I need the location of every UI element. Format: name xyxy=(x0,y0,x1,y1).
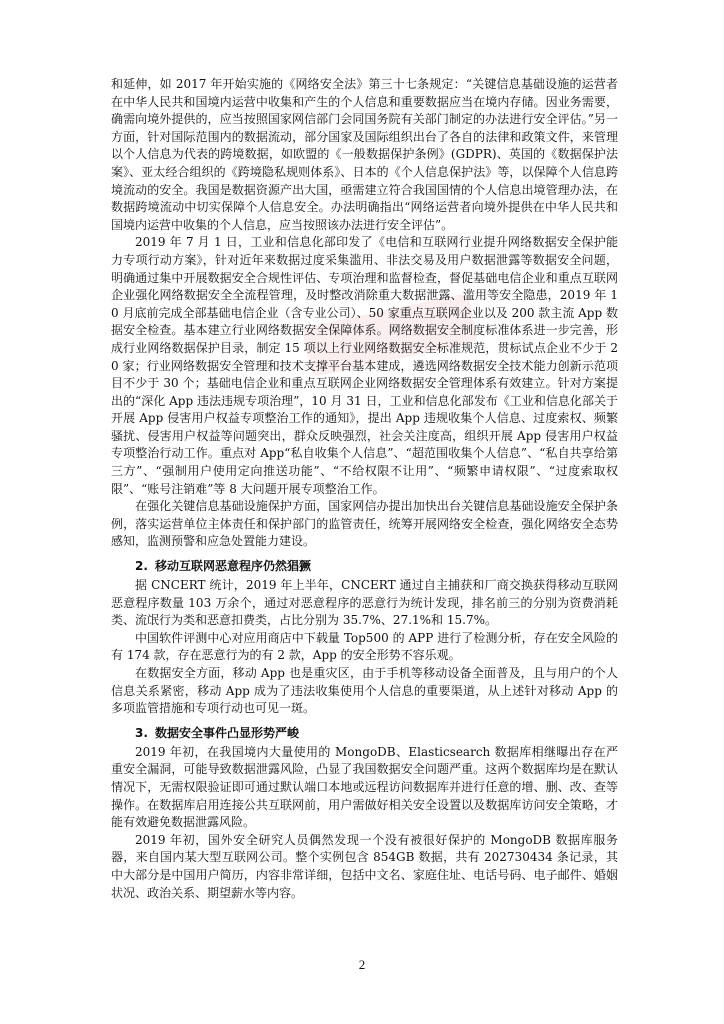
paragraph-critical-infrastructure: 在强化关键信息基础设施保护方面，国家网信办提出加快出台关键信息基础设施安全保护条例，落实运营单位主体责任和保护部门的监管责任，统筹开展网络安全检查，强化网络安全态势感知，监测预警和应急处置能力建设。 xyxy=(111,499,618,549)
section-title: 数据安全事件凸显形势严峻 xyxy=(155,725,300,740)
document-body xyxy=(111,76,618,902)
page-number: 2 xyxy=(358,957,366,972)
paragraph-database-vulnerabilities: 2019 年初，在我国境内大量使用的 MongoDB、Elasticsearch 数据库相继曝出存在严重安全漏洞，可能导致数据泄露风险，凸显了我国数据安全问题严重。这两个数据库均是在默认情况下，无需权限验证即可通过默认端口本地或远程访问数据库并进行任意的增、删、改、查等操作。在数据库启用连接公共互联网前，用户需做好相关安全设置以及数据库访问安全策略，才能有效避免数据泄露风险。 xyxy=(111,744,618,830)
section-number: 2. xyxy=(135,559,148,574)
section-heading-data-incidents xyxy=(111,724,618,742)
paragraph-cncert-stats: 据 CNCERT 统计，2019 年上半年，CNCERT 通过自主捕获和厂商交换获得移动互联网恶意程序数量 103 万余个，通过对恶意程序的恶意行为统计发现，排名前三的分别为资费消耗类、流氓行为类和恶意扣费类，占比分别为 35.7%、27.1%和 15.7%。 xyxy=(111,578,618,628)
section-number: 3. xyxy=(135,725,148,740)
section-title: 移动互联网恶意程序仍然猖獗 xyxy=(155,559,312,574)
paragraph-app-testing: 中国软件评测中心对应用商店中下载量 Top500 的 APP 进行了检测分析，存在安全风险的有 174 款，存在恶意行为的有 2 款，App 的安全形势不容乐观。 xyxy=(111,630,618,663)
paragraph-gdpr-context: 和延伸，如 2017 年开始实施的《网络安全法》第三十七条规定：“关键信息基础设施的运营者在中华人民共和国境内运营中收集和产生的个人信息和重要数据应当在境内存储。因业务需要，确需向境外提供的，应当按照国家网信部门会同国务院有关部门制定的办法进行安全评估。”另一方面，针对国际范围内的数据流动，部分国家及国际组织出台了各自的法律和政策文件，来管理以个人信息为代表的跨境数据，如欧盟的《一般数据保护条例》(GDPR)、英国的《数据保护法案》、亚太经合组织的《跨境隐私规则体系》、日本的《个人信息保护法》等，以保障个人信息跨境流动的安全。我国是数据资源产出大国，亟需建立符合我国国情的个人信息出境管理办法，在数据跨境流动中切实保障个人信息安全。办法明确指出“网络运营者向境外提供在中华人民共和国境内运营中收集的个人信息，应当按照该办法进行安全评估”。 xyxy=(111,77,618,232)
paragraph-app-data-security: 在数据安全方面，移动 App 也是重灾区，由于手机等移动设备全面普及，且与用户的个人信息关系紧密，移动 App 成为了违法收集使用个人信息的重要渠道，从上述针对移动 App 的多项监管措施和专项行动也可见一斑。 xyxy=(111,666,618,716)
paragraph-mongodb-leak: 2019 年初，国外安全研究人员偶然发现一个没有被很好保护的 MongoDB 数据库服务器，来自国内某大型互联网公司。整个实例包含 854GB 数据，共有 202730434 条记录，其中大部分是中国用户简历，内容非常详细，包括中文名、家庭住址、电话号码、电子邮件、婚姻状况、政治关系、期望薪水等内容。 xyxy=(111,832,618,900)
paragraph-miit-action-plan: 2019 年 7 月 1 日，工业和信息化部印发了《电信和互联网行业提升网络数据安全保护能力专项行动方案》，针对近年来数据过度采集滥用、非法交易及用户数据泄露等数据安全问题，明确通过集中开展数据安全合规性评估、专项治理和监督检查，督促基础电信企业和重点互联网企业强化网络数据安全全流程管理，及时整改消除重大数据泄露、滥用等安全隐患，2019 年 10 月底前完成全部基础电信企业（含专业公司）、50 家重点互联网企业以及 200 款主流 App 数据安全检查。基本建立行业网络数据安全保障体系。网络数据安全制度标准体系进一步完善，形成行业网络数据保护目录，制定 15 项以上行业网络数据安全标准规范，贯标试点企业不少于 20 家；行业网络数据安全管理和技术支撑平台基本建成，遴选网络数据安全技术能力创新示范项目不少于 30 个；基础电信企业和重点互联网企业网络数据安全管理体系有效建立。针对方案提出的“深化 App 违法违规专项治理”，10 月 31 日，工业和信息化部发布《工业和信息化部关于开展 App 侵害用户权益专项整治工作的通知》，提出 App 违规收集个人信息、过度索权、频繁骚扰、侵害用户权益等问题突出，群众反映强烈，社会关注度高，组织开展 App 侵害用户权益专项整治行动工作。重点对 App“私自收集个人信息”、“超范围收集个人信息”、“私自共享给第三方”、“强制用户使用定向推送功能”、“不给权限不让用”、“频繁申请权限”、“过度索取权限”、“账号注销难”等 8 大问题开展专项整治工作。 xyxy=(111,235,618,496)
section-heading-mobile-malware xyxy=(111,557,618,575)
